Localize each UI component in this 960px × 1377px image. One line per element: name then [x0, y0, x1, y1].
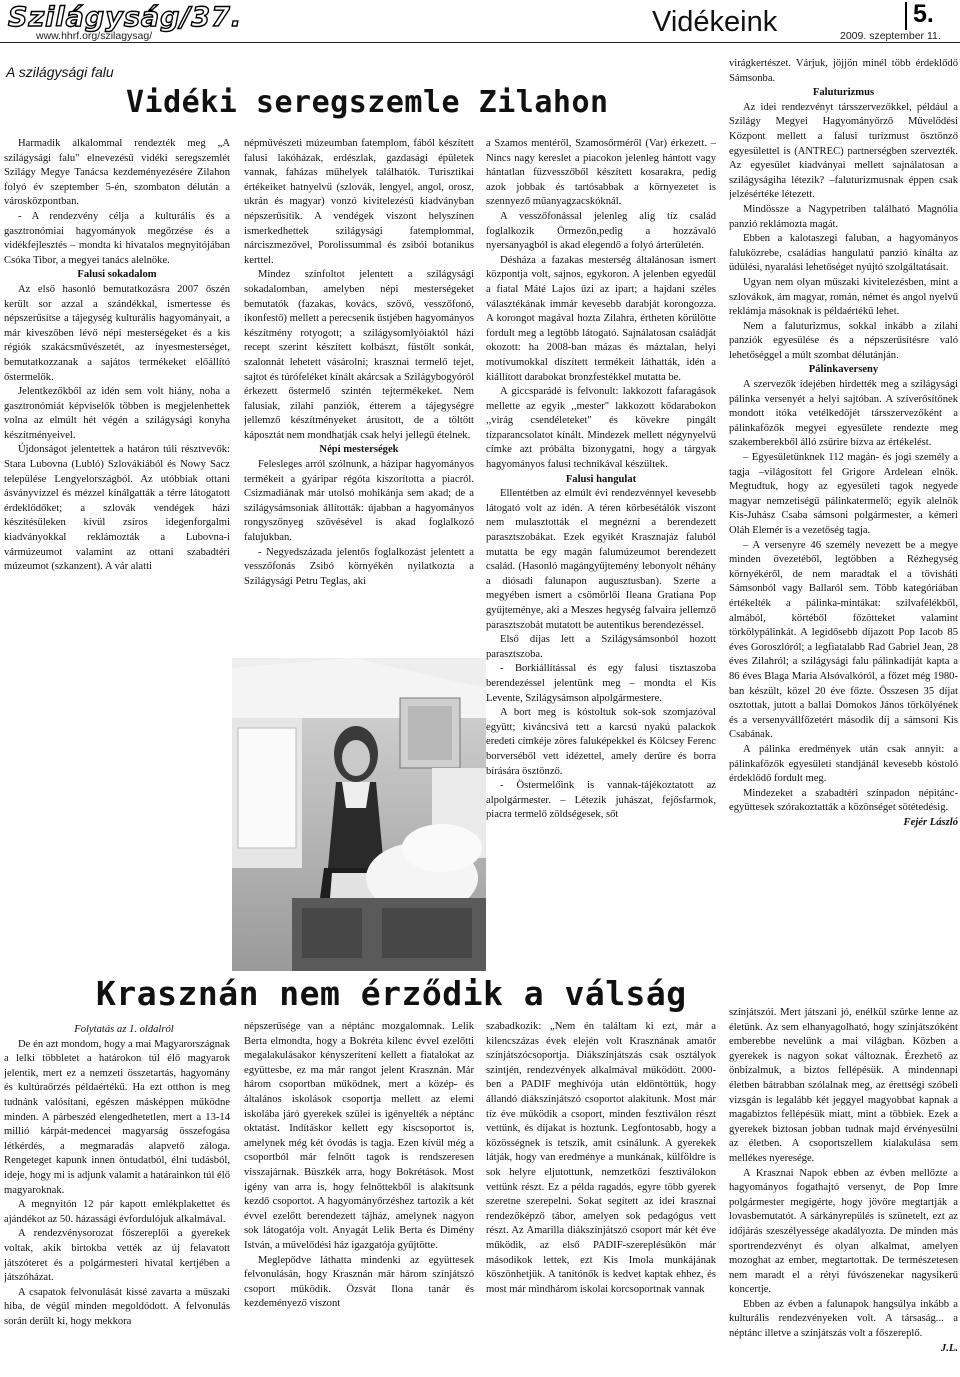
paragraph: Nem a faluturizmus, sokkal inkább a zilahi panziók egyesülése és a népszerűsítésre való lehetőséggel a múlt szombat délutánján. — [729, 320, 958, 361]
paragraph: - Negyedszázada jelentős foglalkozást jelentett a vesszőfonás Zsibó környékén nyilatkozta a Szilágysági Petru Teglas, aki — [244, 546, 474, 587]
paragraph: Újdonságot jelentettek a határon túli résztvevők: Stara Lubovna (Lubló) Szlovákiából és Nowy Sacz települése Lengyelországból. Az utóbbiak ottani ásványvízzel és mézzel kínálgatták a térre látogatott érdeklődőket; a szlovák vendégek házi készítésűleken kívül zsíros idegenforgalmi kiadványokkal reklámozták a Lubovna-i vármúzeumot valamint az ottani szabadtéri múzeumot (szkanzent). A vár alatti — [4, 444, 230, 573]
paragraph: A szervezők idejében hirdették meg a szilágysági pálinka versenyét a helyi sajtóban. A szíverősítőnek mondott itóka vetélkedőjét társszervezőként a pálinkafőzők megyei egyesülete rendezte meg szakemberekből álló zsűrire bízva az értékelést. — [729, 379, 958, 449]
paragraph: A Krasznai Napok ebben az évben mellőzte a hagyományos fogathajtó versenyt, de Pop Imre polgármester megígérte, hogy jövőre megtartják a lovasbemutatót. A sárkányrepülés is szünetelt, ezt az időjárás szeszélyessége akadályozta. De minden más sportrendezvényt és olyan alkalmat, amelyen mozoghat az ember, megtartottak. De természetesen nem maradt el a rétyi fúvószenekar nagysikerű koncertje. — [729, 1167, 958, 1296]
masthead-url[interactable]: www.hhrf.org/szilagysag/ — [36, 30, 153, 42]
paragraph: Az idei rendezvényt társszervezőkkel, például a Szilágy Megyei Hagyományőrző Művelődési Központ mellett a falusi turizmust ösztönző egyesülettel is (ANTREC) partnerségben szervezték. Az egyesület kiadványai mellett sajnálatosan a szilágyságiha létezik? –faluturizmusnak éppen csak jelzésértéke létezett. — [729, 101, 958, 201]
paragraph: Ugyan nem olyan műszaki kivitelezésben, mint a szlovákok, ám magyar, román, német és angol nyelvű reklámja másoknak is példaértékű lehet. — [729, 276, 958, 318]
paragraph: Ebben az évben a falunapok hangsúlya inkább a kulturális rendezvényeken volt. A társaság... a néptánc illetve a színjátszás volt a főszereplő. — [729, 1298, 958, 1340]
article1-column-1 — [4, 137, 230, 659]
subheading: Népi mesterségek — [319, 444, 399, 456]
photo-girl-in-folk-room — [232, 658, 486, 971]
article2-column-2 — [244, 1020, 474, 1375]
article1-headline: Vidéki seregszemle Zilahon — [126, 85, 609, 120]
issue-date: 2009. szeptember 11. — [840, 30, 941, 42]
paragraph: - Östermelőink is vannak-tájékoztatott az alpolgármester. – Létezik juhászat, fejősfarmok, piacra termelő zöldségesek, sőt — [486, 780, 716, 821]
paragraph: Harmadik alkalommal rendezték meg „A szilágysági falu" elnevezésű vidéki seregszemlét Szilágy Megye Tanácsa kezdeményezésére Zilahon folyó év szeptember 5-én, szombaton délután a városközpontban. — [4, 138, 230, 208]
section-title: Vidékeink — [652, 6, 778, 38]
paragraph: népszerűsége van a néptánc mozgalomnak. Lelik Berta elmondta, hogy a Bokréta kilenc évvel ezelőtti megalakulásakor kényszerítení kellett a fiatalokat az együttesbe, ez ma már rangot jelent Krasznán. Már három csoportban működnek, mert a közép- és általános iskolások csoportja mellett az elemi iskolába járó gyerekek szülei is igényelték a néptánc oktatást. Indításkor kellett egy kiscsoportot is, amelynek még két óvodás is tagja. Ezen kívül még a csoportból már felnőtt tagok is rendszeresen visszajárnak. Büszkék arra, hogy Bokrétások. Most igény van arra is, hogy felnőttekből is alakítsunk kezdő csoportot. A hagyományőrzéshez tartozik a két évvel ezelőtt berendezett tájház, amelynek nagyon sok látogatója volt. Anyagát Lelik Berta és Dimény István, a művelődési ház igazgatója gyűjtötte. — [244, 1021, 474, 1251]
article2-column-3 — [486, 1020, 716, 1375]
subheading: Falusi hangulat — [565, 473, 637, 485]
paragraph: szabadkozik: „Nem én találtam ki ezt, már a kilencszázas évek elején volt Krasznának amatőr színjátszócsoportja. Diákszínjátszás csak osztályok szintjén, rendezvények alkalmával működött. 2000-ben a PADIF meghívója után eldöntöttük, hogy állandó diákszínjátszó csoportot alakítunk. Most már tíz éve működik a csoport, minden fesztiválon részt vettünk, és díjakat is hoztunk. Legfontosabb, hogy a közösségnek is tetszik, amit csinálunk. A gyerekek látják, hogy van eredménye a munkának, külföldre is sok helyre eljutottunk, nemzetközi fesztiválokon vettünk részt. Ez a példa ragadós, egyre több gyerek szeretne szerepelni. Sokat segített az idei krasznai rendezőképző tábor, amelyen sok pedagógus vett részt. Az Amarilla diákszínjátszó csoport már két éve működik, az első PADIF-szereplésükön már másodikok lettek, ezt Kis Imola munkájának köszönhetjük. A tanítónők is kedvet kaptak ehhez, és most már mindhárom iskolai korcsoportnak vannak — [486, 1021, 716, 1295]
subheading: Pálinkaverseny — [808, 364, 879, 376]
paragraph: Felesleges arról szólnunk, a házipar hagyományos termékeit a gyáripar régóta kiszorította a piacról. Csizmadiának már utolsó mohikánja sem akad; de a szilágysámsoniak állították: újabban a hagyományos rongyszőnyeg szövésével is akad foglalkozó falujukban. — [244, 459, 474, 544]
article-photo — [232, 658, 486, 971]
continued-note: Folytatás az 1. oldalról — [74, 1024, 174, 1035]
paragraph: Désháza a fazakas mesterség általánosan ismert központja volt, sajnos, egykoron. A jelenben egyedül a fiatal Máté Lajos űzi az ipart; a hajdani széles választékának immár kevesebb darabját korongozza. A korongot magával hozta Zilahra, értheten körülötte fordult meg a legtöbb látogató. Sajnálatosan családját okozott: ha 2008-ban mázas és máztalan, helyi motívumokkal díszített termékeit láthatták, idén a kiállított darabokat bronzfestékkel mutatta be. — [486, 254, 716, 383]
paragraph: Az első hasonló bemutatkozásra 2007 őszén került sor azzal a szándékkal, ismertesse és népszerűsítse a tájegység kulturális hagyományait, a már kiveszőben lévő népi mesterségeket és a kis régiók szakácsművészetét, az ínyesmesterséget, bemutatkozzanak a sajátos termékeket előállító őstermelők. — [4, 283, 230, 383]
paragraph: színjátszói. Mert játszani jó, enélkül szürke lenne az életünk. Az sem elhanyagolható, hogy színjátszóként emberebbe nevelünk a mai világban. Közben a gyerekek is nagyon sokat változnak. Érezhető az önbizalmuk, a biztos fellépésük. A mindennapi életben bátrabban szólalnak meg, az érettségi szóbeli vizsgán is legalább két jeggyel magyobbat kapnak a magabiztos fellépésük miatt, mint a többiek. Ezek a gyerekek biztosan jobban tudnak majd érvényesülni az életben. A csoportszellem kialakulása sem mellékes nyeresége. — [729, 1007, 958, 1164]
author-signature: J.L. — [940, 1342, 958, 1354]
paragraph: Mindez színfoltot jelentett a szilágysági sokadalomban, amelyben népi mesterségeket bemutatók (fazakas, kovács, szövő, vesszőfonó, ikonfestő) mellett a perecsenik üstjében hagyományos készítmény rotyogott; a szilágysomlyóiaktól házi recept szerint készített kolbászt, füstölt sonkát, szalonnát lehetett vásárolni; krasznai termelő tejet, sajtot és túrófeléket kínált akárcsak a Szilágybogyóról érkezett őstermelő szintén tejtermékeket. Nem falusiak, zilahi panziók, étterem a tájegységre jellemző készítményeket árusított, de a töltött káposztát nem mondhatják csak helyi jellegű ételnek. — [244, 269, 474, 441]
article2-headline: Krasznán nem érződik a válság — [96, 974, 687, 1013]
paragraph: A csapatok felvonulását kissé zavarta a műszaki hiba, de végül minden megoldódott. A felvonulás során derült ki, hogy mekkora — [4, 1286, 230, 1327]
paragraph: Első díjas lett a Szilágysámsonból hozott parasztszoba. — [486, 634, 716, 660]
header-rule — [0, 42, 960, 43]
paragraph: Jelentkezőkből az idén sem volt hiány, noha a gasztronómiát képviselők többen is megjelenhettek volna az elmúlt hét végén a szilágysági konyha készítményeivel. — [4, 386, 230, 441]
paragraph: a Szamos mentéről, Szamosőrméről (Var) érkezett. – Nincs nagy kereslet a piacokon jelenleg hántott vagy hántatlan fűzvesszőből készített kosarakra, pedig azok jobbak és tartósabbak a környezetet is szennyező műanyagzacskóknál. — [486, 138, 716, 208]
paragraph: Ellentétben az elmúlt évi rendezvénnyel kevesebb látogató volt az idén. A téren körbesétálók viszont nem mulasztották el megnézni a berendezett parasztszobákat. Ezek egyikét Krasznajáz faluból mutatta be egy magán falumúzeumot berendezett család. (Hasonló magángyűjtemény lebonyolt néhány a diósadi falunapon augusztusban). Szerte a megyében ismert a csömörlői Ileana Gratiana Pop gyűjteménye, aki a Meszes hegység falvaira jellemző parasztszobát mutatott be autentikus berendezéssel. — [486, 488, 716, 631]
article2-column-1 — [4, 1023, 230, 1375]
paragraph: A rendezvénysorozat főszereplői a gyerekek voltak, akik birtokba vették az új felavatott játszóteret és a polgármesteri hivatal kertjében a játszóházat. — [4, 1228, 230, 1284]
page-number-divider — [905, 2, 907, 30]
page-number: 5. — [913, 0, 934, 28]
author-signature: Fejér László — [903, 816, 958, 828]
paragraph: A bort meg is kóstoltuk sok-sok szomjazóval együtt; kiváncsivá tett a karcsú nyakú palackok eredeti címkéje zöres faluképekkel és Kölcsey Ferenc borverséből vett idézettel, amely derűre és borra bírására ösztönző. — [486, 707, 716, 777]
paragraph: - A rendezvény célja a kulturális és a gasztronómiai hagyományok megőrzése és a vidékfejlesztés – mondta ki hivatalos megnyitójában Csóka Tibor, a megyei tanács alelnöke. — [4, 210, 230, 266]
paragraph: Mindezeket a szabadtéri színpadon népitánc-együttesek szórakoztatták a közönséget sötétedésig. — [729, 787, 958, 814]
article1-column-2 — [244, 137, 474, 657]
paragraph: - Borkiállítással és egy falusi tisztaszoba berendezéssel jelentünk meg – mondta el Kis Levente, Szilágysámson alpolgármestere. — [486, 663, 716, 704]
article1-column-3 — [486, 137, 716, 969]
article1-column-4 — [729, 57, 958, 969]
paragraph: A megnyitón 12 pár kapott emlékplakettet és ajándékot az 50. házassági évfordulójuk alkalmával. — [4, 1199, 230, 1225]
paragraph: De én azt mondom, hogy a mai Magyarországnak a lelki többletet a határokon túl élő magyarok jelentik, mert ez a nemzeti összetartás, hagyomány és kultúraőrzés példaértékű. Ha ezt otthon is meg tudnánk valósítani, egészen másképpen működne minden. A párbeszéd elengedhetetlen, mert a 13-14 millió kárpát-medencei magyarság összefogása létkérdés, a megmaradás alapvető záloga. Rengeteget kapunk innen öntudatból, élni tudásból, ideje, hogy mi is adjunk valamit a határainkon túl élő magyaroknak. — [4, 1038, 230, 1196]
article2-column-4 — [729, 1006, 958, 1375]
paragraph: Mindössze a Nagypetriben található Magnólia panzió reklámozta magát. — [729, 203, 958, 230]
paragraph: – A versenyre 46 személy nevezett be a megye minden övezetéből, legtöbben a Rézhegység környékéről, de nem maradtak el a tövisháti Sámsonból vagy Ballaról sem. Több kategóriában értékelték a pálinka-mintákat: szilvafélékből, almából, körtéből főzötteket valamint törkölypálinkát. A legidősebb díjazott Pop Iacob 85 éves Goroszlóról; a legfiatalabb Rad Gabriel Jean, 28 éves Zilahról; a szilágysági falu pálinkadíját kapta a 86 éves Blaga Maria Alsóvalkóról, a főzet még 1980-ban készült, közel 20 éve főzte. Összesen 35 díjat osztottak, jutott a ballai Domokos János törkölyének és a versenyvállfőzetért második díj a sámsoni Kis Csabának. — [729, 539, 958, 741]
paragraph: Ebben a kalotaszegi faluban, a hagyományos faluközrebe, családias hangulatú panzió kínálta az üdülési, nyaralási lehetőséget nyújtó szolgáltatásait. — [729, 233, 958, 274]
paragraph: Meglepődve láthatta mindenki az együttesek felvonulásán, hogy Krasznán már három színjátszó csoport működik. Özsvát Ilona tanár és kezdeményező viszont — [244, 1254, 474, 1310]
paragraph: – Egyesületünknek 112 magán- és jogi személy a tagja –világosított fel Grigore Ardelean elnök. Megtudtuk, hogy az egyesületi tagok negyede magyar nemzetiségű pálinkatermelő; egyik alelnök Kis-Juhász Csaba sámsoni polgármester, a kémeri Oláh Elemér is a vezetőség tagja. — [729, 452, 958, 536]
paragraph: A giccsparádé is felvonult: lakkozott fafaragások mellette az egyik ,,mester" lakkozott kődarabokon ,,virág csendéleteket" és kövekre pingált tízparancsolatot kínált. Mindezek mellett négynyelvű címke azt próbálta bizonygatni, hogy a tárgyak hagyományos falusi technikával készültek. — [486, 386, 716, 471]
subheading: Falusi sokadalom — [77, 269, 157, 281]
paragraph: virágkertészet. Várjuk, jöjjön minél több érdeklődő Sámsonba. — [729, 58, 958, 84]
masthead-title: Szilágyság/37. — [8, 2, 243, 33]
paragraph: A vesszőfonással jelenleg alig tíz család foglalkozik Örmezőn,pedig a hozzávaló nyersanyagból is akad elegendő a folyó árterületén. — [486, 210, 716, 252]
paragraph: A pálinka eredmények után csak annyit: a pálinkafőzők egyesületi standjánál kevesebb kóstoló érdeklődő fordult meg. — [729, 743, 958, 785]
article1-kicker: A szilágysági falu — [6, 64, 114, 80]
subheading: Faluturizmus — [812, 87, 875, 99]
paragraph: népművészeti múzeumban fatemplom, fából készített falusi lakóházak, erdészlak, gazdasági épületek vannak, faházas műhelyek találhatók. Turisztikai értékeiket hatnyelvű (szlovák, lengyel, angol, orosz, ukrán és magyar) vonzó kivitelezésű kiadványban népszerűsítik. A vendégek viszont helyszínen ismerkedhettek szilágysági fatemplommal, nárciszmezővel, Porolissummal és zsibói botanikus kerttel. — [244, 138, 474, 266]
